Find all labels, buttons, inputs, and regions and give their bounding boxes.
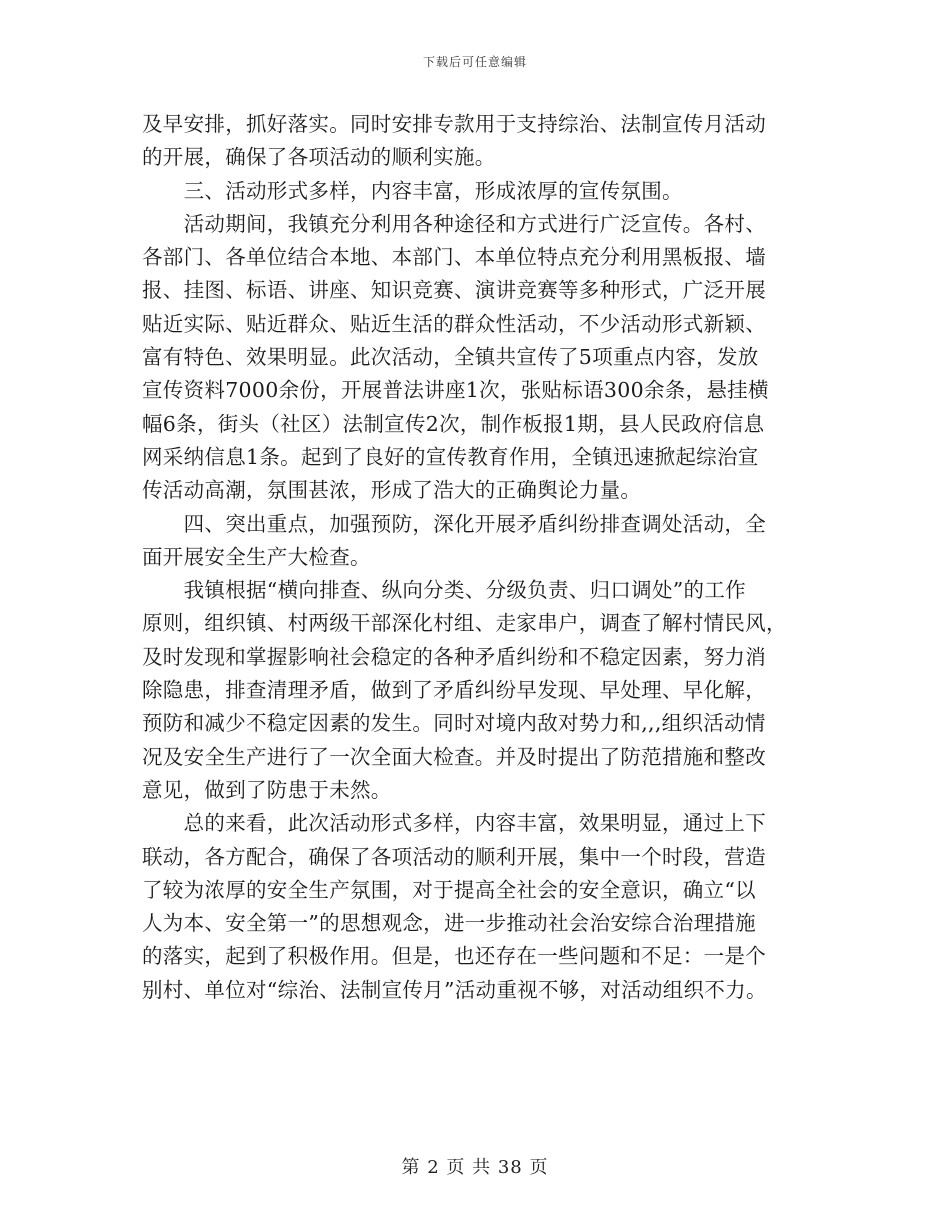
text-line: 意见，做到了防患于未然。 [142, 777, 392, 802]
text-line: 网采纳信息1条。起到了良好的宣传教育作用，全镇迅速掀起综治宣 [142, 444, 759, 469]
text-line: 原则，组织镇、村两级干部深化村组、走家串户，调查了解村情民风， [142, 611, 787, 636]
text-line: 报、挂图、标语、讲座、知识竞赛、演讲竞赛等多种形式，广泛开展 [142, 278, 766, 303]
text-line: 富有特色、效果明显。此次活动，全镇共宣传了5项重点内容，发放 [142, 345, 759, 370]
page-number: 第 2 页 共 38 页 [401, 1157, 549, 1178]
text-line: 况及安全生产进行了一次全面大检查。并及时提出了防范措施和整改 [142, 744, 766, 769]
text-line: 联动，各方配合，确保了各项活动的顺利开展，集中一个时段，营造 [142, 844, 766, 869]
text-line: 了较为浓厚的安全生产氛围，对于提高全社会的安全意识，确立“以 [142, 877, 756, 902]
section-heading: 面开展安全生产大检查。 [142, 544, 371, 569]
text-line: 总的来看，此次活动形式多样，内容丰富，效果明显，通过上下 [142, 811, 766, 836]
text-line: 的开展，确保了各项活动的顺利实施。 [142, 145, 496, 170]
text-line: 及时发现和掌握影响社会稳定的各种矛盾纠纷和不稳定因素，努力消 [142, 644, 766, 669]
text-line: 贴近实际、贴近群众、贴近生活的群众性活动，不少活动形式新颖、 [142, 311, 766, 336]
text-line: 的落实，起到了积极作用。但是，也还存在一些问题和不足：一是个 [142, 944, 766, 969]
section-heading: 三、活动形式多样，内容丰富，形成浓厚的宣传氛围。 [142, 178, 683, 203]
text-line: 活动期间，我镇充分利用各种途径和方式进行广泛宣传。各村、 [142, 211, 766, 236]
section-heading: 四、突出重点，加强预防，深化开展矛盾纠纷排查调处活动，全 [142, 511, 766, 536]
text-line: 我镇根据“横向排查、纵向分类、分级负责、归口调处”的工作 [142, 578, 746, 603]
document-body [142, 108, 814, 1007]
text-line: 人为本、安全第一”的思想观念，进一步推动社会治安综合治理措施 [142, 911, 756, 936]
text-line: 别村、单位对“综治、法制宣传月”活动重视不够，对活动组织不力。 [142, 977, 767, 1002]
text-line: 及早安排，抓好落实。同时安排专款用于支持综治、法制宣传月活动 [142, 112, 766, 136]
text-line: 幅6条，街头（社区）法制宣传2次，制作板报1期，县人民政府信息 [142, 411, 765, 436]
text-line: 除隐患，排查清理矛盾，做到了矛盾纠纷早发现、早处理、早化解， [142, 678, 766, 703]
text-line: 传活动高潮，氛围甚浓，形成了浩大的正确舆论力量。 [142, 478, 642, 503]
text-line: 宣传资料7000余份，开展普法讲座1次，张贴标语300余条，悬挂横 [142, 378, 769, 403]
text-line: 各部门、各单位结合本地、本部门、本单位特点充分利用黑板报、墙 [142, 245, 766, 270]
page-header: 下载后可任意编辑 [422, 55, 527, 69]
text-line: 预防和减少不稳定因素的发生。同时对境内敌对势力和,,,组织活动情 [142, 711, 766, 736]
